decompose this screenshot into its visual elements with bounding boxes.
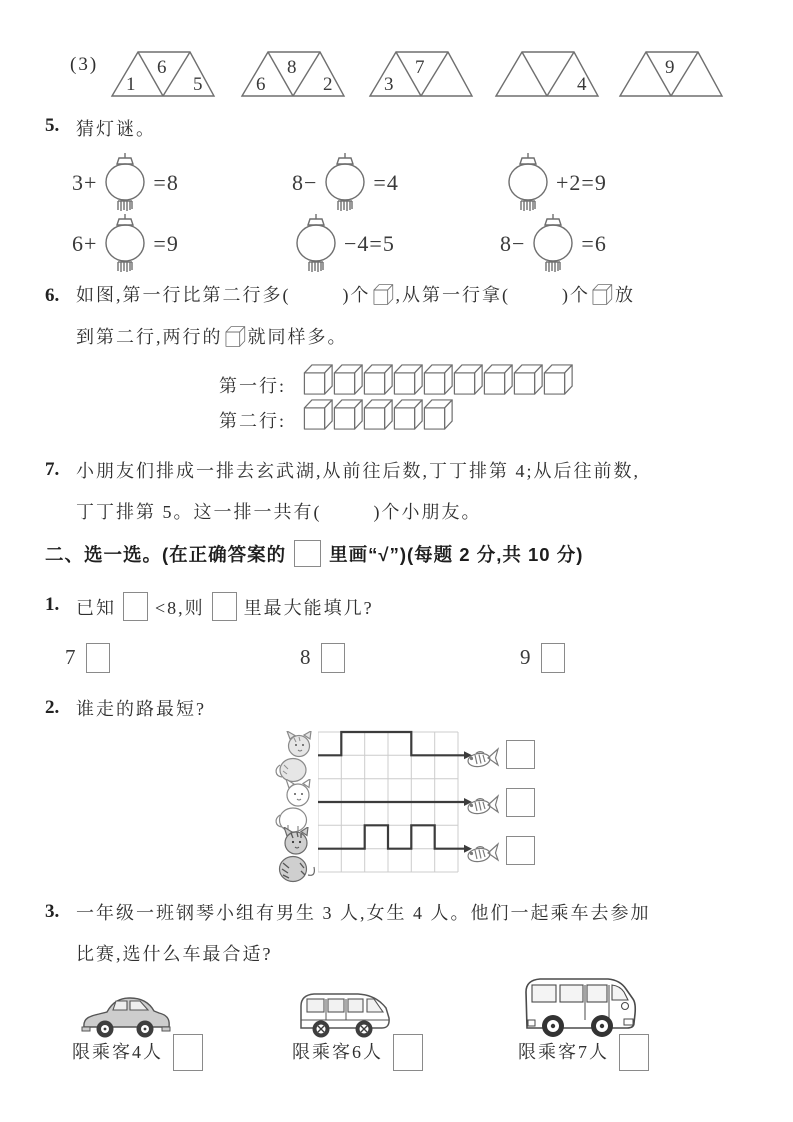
section2-header: 二、选一选。(在正确答案的 里画“√”)(每题 2 分,共 10 分) — [45, 540, 583, 567]
svg-text:8: 8 — [287, 57, 297, 78]
route1-answer-box[interactable] — [506, 740, 535, 769]
s2q2-title: 谁走的路最短? — [76, 699, 206, 719]
row1-label: 第一行: — [219, 376, 287, 396]
cube-icon — [303, 363, 334, 396]
svg-text:3: 3 — [384, 74, 394, 95]
triangle-puzzle-3[interactable] — [368, 49, 474, 99]
cube-icon — [225, 325, 246, 348]
cube-icon — [423, 363, 454, 396]
cube-icon — [592, 283, 613, 306]
s2q3-number: 3. — [45, 901, 60, 922]
q6-number: 6. — [45, 285, 60, 306]
cube-icon — [393, 363, 424, 396]
lantern-equation-6: 8− =6 — [500, 213, 607, 274]
cube-icon — [453, 363, 484, 396]
q7-number: 7. — [45, 459, 60, 480]
q7-line1: 小朋友们排成一排去玄武湖,从前往后数,丁丁排第 4;从后往前数, — [76, 461, 640, 481]
route2-answer-box[interactable] — [506, 788, 535, 817]
svg-text:7: 7 — [415, 57, 425, 78]
cube-icon — [333, 363, 364, 396]
van-icon — [296, 982, 398, 1042]
s2q3-line2: 比赛,选什么车最合适? — [76, 944, 273, 964]
item3-row — [70, 54, 98, 76]
svg-text:9: 9 — [665, 57, 675, 78]
q6-line2: 到第二行,两行的 就同样多。 — [76, 323, 348, 349]
fish-icon — [466, 746, 500, 770]
car-label-row: 限乘客4人 — [72, 1038, 203, 1071]
q7-line2: 丁丁排第 5。这一排一共有( )个小朋友。 — [76, 502, 482, 522]
item3-label: (3) — [70, 54, 99, 75]
q5-number: 5. — [45, 115, 60, 136]
option-check-box[interactable] — [321, 643, 345, 673]
fish-icon — [466, 793, 500, 817]
bus-label-row: 限乘客7人 — [518, 1038, 649, 1071]
s2q1-number: 1. — [45, 594, 60, 615]
lantern-icon[interactable] — [288, 213, 344, 274]
header-check-box — [294, 540, 321, 567]
option-7: 7 — [65, 643, 110, 673]
s2q3-line1: 一年级一班钢琴小组有男生 3 人,女生 4 人。他们一起乘车去参加 — [76, 903, 651, 923]
svg-text:2: 2 — [323, 74, 333, 95]
fish-icon — [466, 841, 500, 865]
blank-box[interactable] — [212, 592, 237, 621]
cube-icon — [423, 398, 454, 431]
q6-line1: 如图,第一行比第二行多( )个 ,从第一行拿( )个 放 — [76, 281, 635, 307]
lantern-equation-4: 6+ =9 — [72, 213, 179, 274]
cube-icon — [373, 283, 394, 306]
row2-label: 第二行: — [219, 411, 287, 431]
bus-check-box[interactable] — [619, 1034, 649, 1071]
gray-striped-cat-icon — [274, 731, 316, 783]
cube-icon — [513, 363, 544, 396]
route-path-3 — [318, 825, 464, 848]
lantern-icon[interactable] — [97, 152, 153, 213]
svg-text:6: 6 — [256, 74, 266, 95]
triangle-puzzle-2[interactable] — [240, 49, 346, 99]
svg-text:5: 5 — [193, 74, 203, 95]
car-icon — [80, 988, 172, 1040]
option-check-box[interactable] — [541, 643, 565, 673]
lantern-equation-1: 3+ =8 — [72, 152, 179, 213]
svg-text:1: 1 — [126, 74, 136, 95]
option-9: 9 — [520, 643, 565, 673]
route-path-1 — [318, 732, 464, 755]
svg-text:4: 4 — [577, 74, 587, 95]
cube-icon — [483, 363, 514, 396]
dark-tabby-cat-icon — [274, 827, 316, 883]
lantern-equation-3: +2=9 — [500, 152, 607, 213]
blank-box[interactable] — [123, 592, 148, 621]
cube-icon — [333, 398, 364, 431]
route3-answer-box[interactable] — [506, 836, 535, 865]
triangle-puzzle-4[interactable] — [494, 49, 600, 99]
triangle-puzzle-5[interactable] — [618, 49, 724, 99]
white-cat-icon — [274, 779, 316, 833]
s2q2-number: 2. — [45, 697, 60, 718]
lantern-icon[interactable] — [97, 213, 153, 274]
van-check-box[interactable] — [393, 1034, 423, 1071]
lantern-icon[interactable] — [317, 152, 373, 213]
option-check-box[interactable] — [86, 643, 110, 673]
svg-text:6: 6 — [157, 57, 167, 78]
q5-title: 猜灯谜。 — [76, 119, 156, 139]
lantern-icon[interactable] — [500, 152, 556, 213]
cube-icon — [543, 363, 574, 396]
cube-row-2 — [303, 398, 453, 431]
lantern-equation-5: −4=5 — [288, 213, 395, 274]
lantern-icon[interactable] — [525, 213, 581, 274]
option-8: 8 — [300, 643, 345, 673]
cube-row-1 — [303, 363, 573, 396]
car-check-box[interactable] — [173, 1034, 203, 1071]
cube-icon — [303, 398, 334, 431]
van-label-row: 限乘客6人 — [292, 1038, 423, 1071]
bus-icon — [520, 972, 642, 1042]
route-grid — [318, 730, 476, 878]
triangle-puzzle-1[interactable] — [110, 49, 216, 99]
cube-icon — [393, 398, 424, 431]
cube-icon — [363, 398, 394, 431]
s2q1-text: 已知 <8,则 里最大能填几? — [76, 592, 374, 621]
cube-icon — [363, 363, 394, 396]
lantern-equation-2: 8− =4 — [292, 152, 399, 213]
